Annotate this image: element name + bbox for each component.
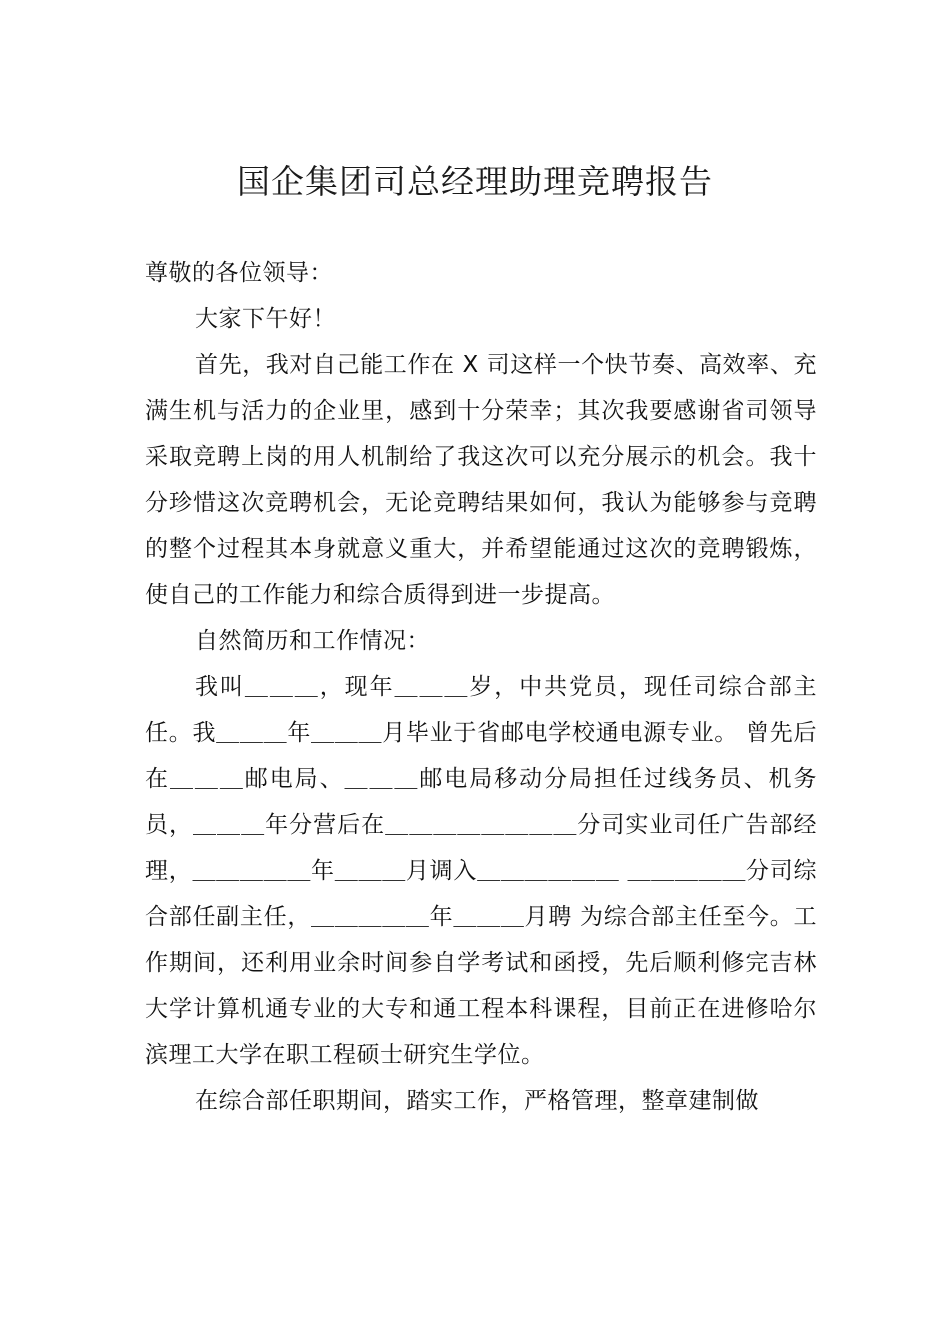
paragraph-opening: 首先，我对自己能工作在 X 司这样一个快节奏、高效率、充满生机与活力的企业里，感到十分荣幸；其次我要感谢省司领导采取竞聘上岗的用人机制给了我这次可以充分展示的机会。我十分珍惜这次竞聘机会，无论竞聘结果如何，我认为能够参与竞聘的整个过程其本身就意义重大，并希望能通过这次的竞聘锻炼，使自己的工作能力和综合质得到进一步提高。 [145,352,817,608]
paragraph-work: 在综合部任职期间，踏实工作，严格管理，整章建制做 [195,1088,759,1114]
greeting: 大家下午好！ [195,306,336,332]
paragraph-resume: 我叫＿＿＿，现年＿＿＿岁，中共党员，现任司综合部主任。我＿＿＿年＿＿＿月毕业于省邮电学校通电源专业。 曾先后在＿＿＿邮电局、＿＿＿邮电局移动分局担任过线务员、机务员，＿＿＿年分营后在＿＿＿＿＿＿＿＿分司实业司任广告部经理，＿＿＿＿＿年＿＿＿月调入＿＿＿＿＿＿ ＿＿＿＿＿分司综合部任副主任，＿＿＿＿＿年＿＿＿月聘 为综合部主任至今。工作期间，还利用业余时间参自学考试和函授，先后顺利修完吉林大学计算机通专业的大专和通工程本科课程，目前正在进修哈尔滨理工大学在职工程硕士研究生学位。 [145,674,817,1068]
salutation: 尊敬的各位领导： [145,260,333,286]
document-title: 国企集团司总经理助理竞聘报告 [237,162,713,201]
section-heading-resume: 自然简历和工作情况： [195,628,430,654]
document-body [145,250,817,1124]
